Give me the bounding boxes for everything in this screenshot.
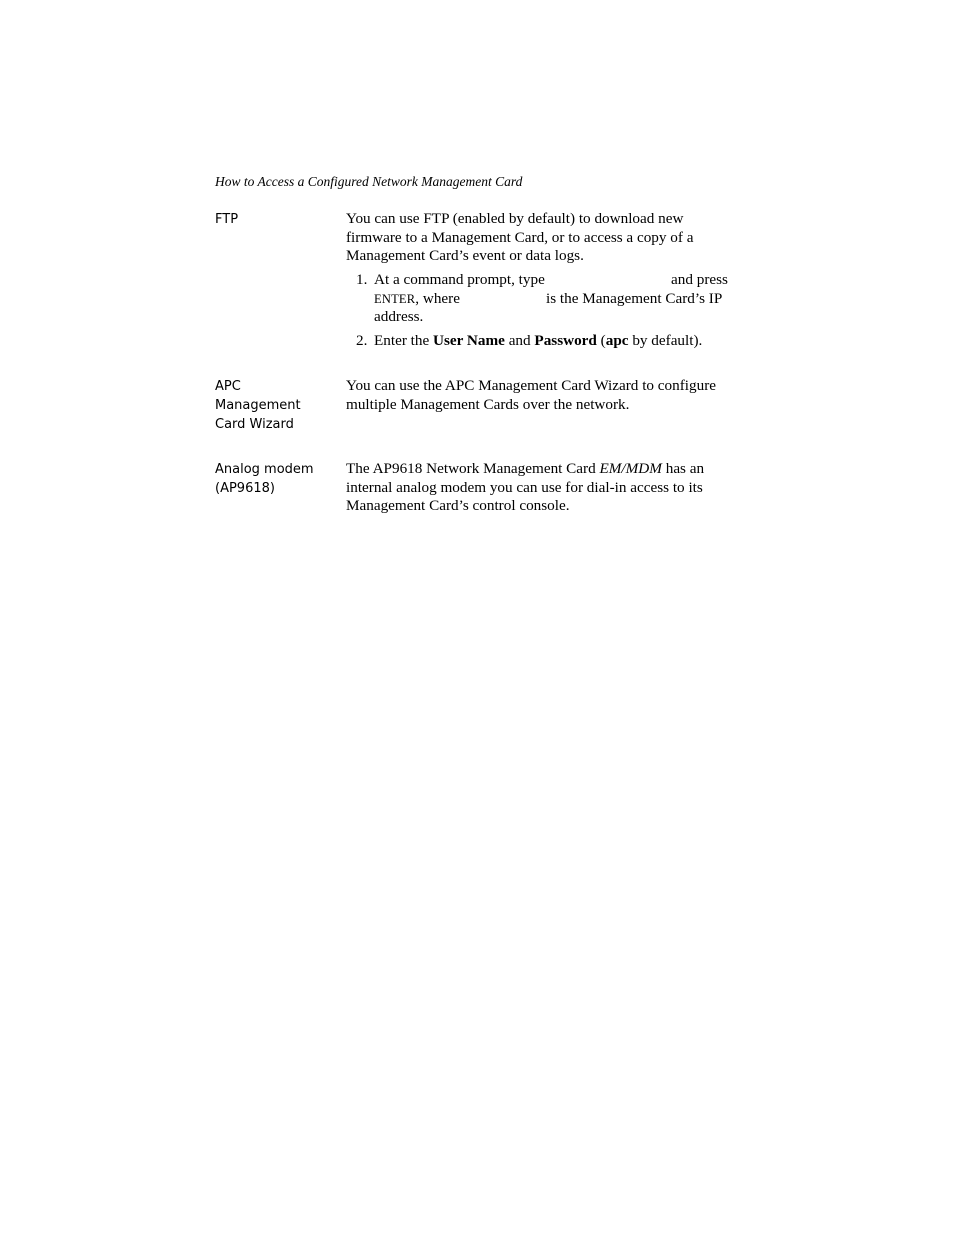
step-number: 2. bbox=[356, 332, 368, 349]
default-password: apc bbox=[605, 332, 629, 349]
user-name-term: User Name bbox=[433, 332, 505, 349]
enter-key: ENTER bbox=[374, 291, 416, 306]
ftp-intro-line-2: firmware to a Management Card, or to access a copy of a bbox=[346, 228, 694, 246]
modem-label-line-2: (AP9618) bbox=[215, 481, 275, 496]
wizard-label bbox=[215, 377, 330, 434]
wizard-line-1: You can use the APC Management Card Wizard to configure bbox=[346, 377, 716, 394]
step1-text-a: At a command prompt, type bbox=[374, 271, 545, 288]
ftp-label: FTP bbox=[215, 212, 239, 227]
step1-text-c: , where bbox=[415, 289, 460, 307]
running-head: How to Access a Configured Network Management Card bbox=[215, 174, 523, 189]
modem-label-line-1: Analog modem bbox=[215, 462, 314, 477]
modem-line-1b: has an bbox=[661, 460, 705, 477]
step1-text-b: and press bbox=[671, 271, 728, 288]
wizard-label-line-3: Card Wizard bbox=[215, 417, 294, 432]
ftp-intro-line-3: Management Card’s event or data logs. bbox=[346, 247, 584, 264]
ftp-intro-line-1: You can use FTP (enabled by default) to download new bbox=[346, 210, 684, 227]
step2-text-a: Enter the bbox=[374, 332, 434, 349]
password-term: Password bbox=[534, 332, 597, 349]
modem-text bbox=[346, 460, 736, 516]
ftp-intro bbox=[346, 210, 736, 266]
step2-text-c: ( bbox=[596, 332, 606, 349]
modem-line-1a: The AP9618 Network Management Card bbox=[346, 460, 600, 477]
step2-text-d: by default). bbox=[628, 332, 703, 349]
step-number: 1. bbox=[356, 271, 368, 288]
modem-line-2: internal analog modem you can use for dial-in access to its bbox=[346, 478, 703, 496]
modem-label bbox=[215, 460, 330, 498]
wizard-line-2: multiple Management Cards over the network. bbox=[346, 395, 630, 413]
step2-text-b: and bbox=[504, 332, 535, 349]
step1-text-d: is the Management Card’s IP bbox=[546, 289, 723, 307]
modem-line-3: Management Card’s control console. bbox=[346, 497, 570, 514]
wizard-text bbox=[346, 377, 736, 414]
wizard-label-line-1: APC bbox=[215, 379, 241, 394]
em-mdm-term: EM/MDM bbox=[599, 460, 662, 477]
wizard-label-line-2: Management bbox=[215, 398, 301, 413]
step1-text-e: address. bbox=[374, 308, 424, 325]
